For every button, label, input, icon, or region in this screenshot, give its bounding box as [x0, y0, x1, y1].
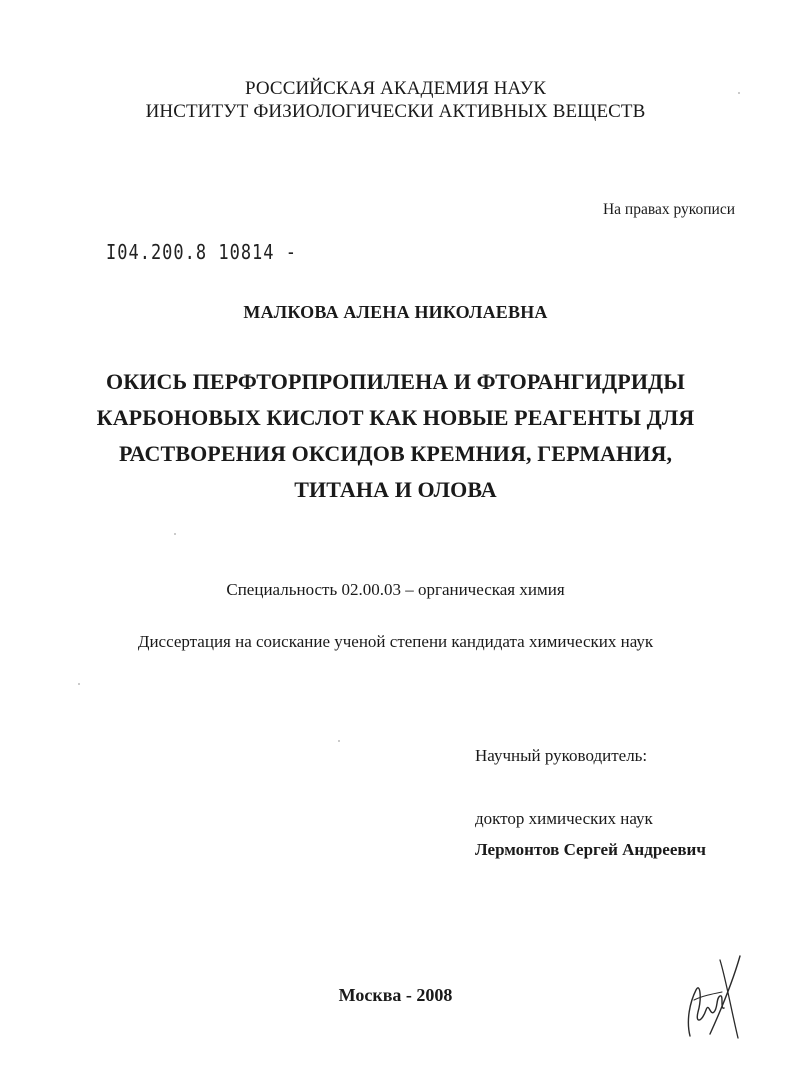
signature-icon — [676, 950, 746, 1042]
library-stamp: I04.200.8 10814 - — [106, 241, 297, 265]
academy-name: РОССИЙСКАЯ АКАДЕМИЯ НАУК — [244, 78, 547, 99]
title-line-3: РАСТВОРЕНИЯ ОКСИДОВ КРЕМНИЯ, ГЕРМАНИЯ, — [118, 441, 673, 466]
title-line-1: ОКИСЬ ПЕРФТОРПРОПИЛЕНА И ФТОРАНГИДРИДЫ — [106, 369, 685, 394]
supervisor-degree: доктор химических наук — [475, 809, 653, 828]
scan-speck — [738, 92, 740, 94]
thesis-title — [0, 364, 791, 508]
scan-speck — [338, 740, 340, 742]
specialty-line: Специальность 02.00.03 – органическая химия — [226, 580, 565, 599]
institute-name: ИНСТИТУТ ФИЗИОЛОГИЧЕСКИ АКТИВНЫХ ВЕЩЕСТВ — [145, 101, 646, 122]
scan-speck — [78, 683, 80, 685]
rights-note: На правах рукописи — [602, 201, 735, 218]
title-line-4: ТИТАНА И ОЛОВА — [294, 477, 497, 502]
author-name: МАЛКОВА АЛЕНА НИКОЛАЕВНА — [243, 302, 548, 322]
city-year: Москва - 2008 — [338, 985, 453, 1005]
title-line-2: КАРБОНОВЫХ КИСЛОТ КАК НОВЫЕ РЕАГЕНТЫ ДЛЯ — [96, 405, 695, 430]
dissertation-line: Диссертация на соискание ученой степени кандидата химических наук — [137, 632, 654, 651]
supervisor-name: Лермонтов Сергей Андреевич — [475, 840, 706, 859]
scan-speck — [174, 533, 176, 535]
supervisor-label: Научный руководитель: — [475, 746, 648, 765]
organization-header — [0, 77, 791, 123]
